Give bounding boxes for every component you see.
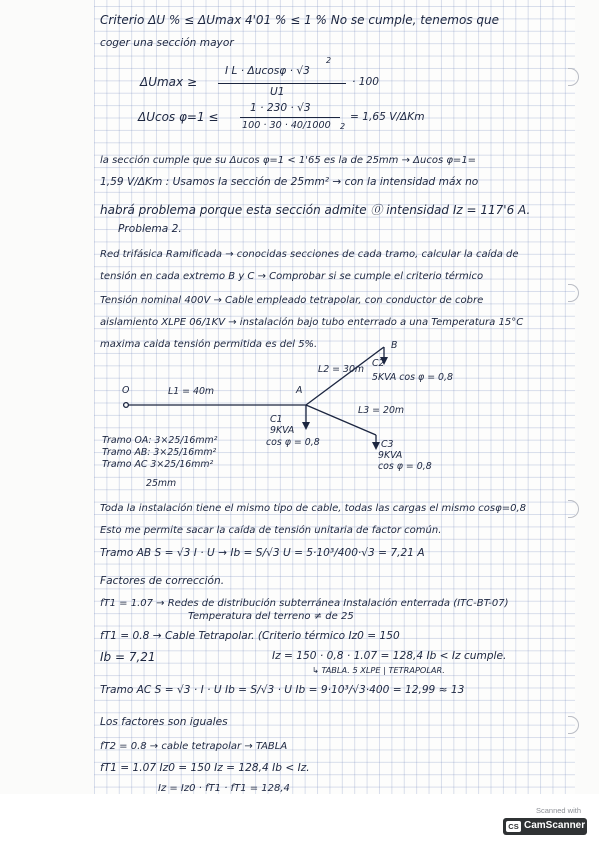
text-line: Iz = Iz0 · fT1 · fT1 = 128,4 (158, 783, 290, 794)
arrow-down-icon (302, 422, 310, 430)
table-note: ↳ TABLA. 5 XLPE | TETRAPOLAR. (312, 665, 445, 675)
text-line: Temperatura del terreno ≠ de 25 (188, 611, 354, 622)
text-line: fT1 = 0.8 → Cable Tetrapolar. (Criterio térmico Iz0 = 150 (100, 630, 400, 642)
text-line: fT1 = 1.07 → Redes de distribución subterránea Instalación enterrada (ITC-BT-07) (100, 598, 509, 609)
equation-suffix: · 100 (352, 76, 379, 88)
equation-denominator: 100 · 30 · 40/1000 (242, 120, 331, 131)
equation-numerator: I L · Δucosφ · √3 (225, 65, 310, 77)
text-line: coger una sección mayor (100, 37, 234, 49)
equation-denominator: U1 (270, 86, 285, 98)
tramo-ab-label: Tramo AB: 3×25/16mm² (102, 447, 217, 458)
load-c-name: C3 (381, 439, 394, 450)
text-line: Red trifásica Ramificada → conocidas secciones de cada tramo, calcular la caída de (100, 249, 519, 260)
load-a-cos: cos φ = 0,8 (266, 437, 320, 448)
text-line: habrá problema porque esta sección admite ⓪ intensidad Iz = 117'6 A. (100, 203, 531, 217)
text-line: Ib = 7,21 (100, 650, 156, 664)
watermark-caption: Scanned with (535, 806, 581, 815)
equation-result: = 1,65 V/ΔKm (350, 111, 425, 123)
node-o-label: O (122, 385, 130, 396)
fraction-bar (240, 117, 340, 118)
node-o-icon (124, 403, 129, 408)
problem-heading: Problema 2. (118, 223, 182, 235)
length-oa-label: L1 = 40m (168, 386, 215, 397)
tramo-ac-label: Tramo AC 3×25/16mm² (102, 459, 214, 470)
text-line: 1,59 V/ΔKm : Usamos la sección de 25mm² → con la intensidad máx no (100, 176, 479, 188)
text-line: Tensión nominal 400V → Cable empleado tetrapolar, con conductor de cobre (100, 295, 484, 306)
text-line: Los factores son iguales (100, 716, 228, 728)
text-line: tensión en cada extremo B y C → Comprobar si se cumple el criterio térmico (100, 271, 484, 282)
text-line: Criterio ΔU % ≤ ΔUmax 4'01 % ≤ 1 % No se cumple, tenemos que (100, 13, 499, 27)
text-line: Iz = 150 · 0,8 · 1.07 = 128,4 Ib < Iz cumple. (272, 650, 507, 662)
tramo-oa-label: Tramo OA: 3×25/16mm² (102, 435, 218, 446)
equation-exponent: 2 (340, 122, 346, 131)
equation-label: ΔUcos φ=1 ≤ (138, 110, 219, 124)
arrow-down-icon (372, 442, 380, 450)
length-ab-label: L2 = 30m (318, 364, 365, 375)
text-line: aislamiento XLPE 06/1KV → instalación bajo tubo enterrado a una Temperatura 15°C (100, 317, 524, 328)
load-b-name: C2 (372, 358, 385, 369)
text-line: Esto me permite sacar la caída de tensión unitaria de factor común. (100, 525, 442, 536)
length-ac-label: L3 = 20m (358, 405, 405, 416)
camscanner-watermark (505, 806, 587, 838)
section-heading: Factores de corrección. (100, 575, 225, 587)
watermark-badge (503, 818, 587, 835)
camscanner-logo-icon: CS (506, 821, 521, 832)
text-line: fT1 = 1.07 Iz0 = 150 Iz = 128,4 Ib < Iz. (100, 762, 310, 774)
equation-label: ΔUmax ≥ (140, 75, 198, 89)
text-line: fT2 = 0.8 → cable tetrapolar → TABLA (100, 741, 288, 752)
load-b-label: 5KVA cos φ = 0,8 (372, 372, 453, 383)
text-line: Tramo AB S = √3 I · U → Ib = S/√3 U = 5·10³/400·√3 = 7,21 A (100, 547, 425, 559)
text-line: la sección cumple que su Δucos φ=1 < 1'65 es la de 25mm → Δucos φ=1= (100, 155, 477, 166)
node-b-label: B (391, 340, 398, 351)
text-line: Tramo AC S = √3 · I · U Ib = S/√3 · U Ib = 9·10³/√3·400 = 12,99 ≈ 13 (100, 684, 465, 696)
text-line: Toda la instalación tiene el mismo tipo de cable, todas las cargas el mismo cosφ=0,8 (100, 503, 526, 514)
load-c-kva: 9KVA (378, 450, 403, 461)
watermark-name: CamScanner (524, 820, 586, 831)
load-c-cos: cos φ = 0,8 (378, 461, 432, 472)
load-a-name: C1 (270, 414, 283, 425)
page-left-margin (0, 0, 94, 848)
node-a-label: A (296, 385, 303, 396)
page-right-margin (575, 0, 599, 848)
load-a-kva: 9KVA (270, 425, 295, 436)
equation-numerator: 1 · 230 · √3 (250, 102, 311, 114)
fraction-bar (218, 83, 346, 84)
tramo-25-label: 25mm (146, 478, 177, 489)
equation-exponent: 2 (326, 56, 332, 65)
text-line: maxima caida tensión permitida es del 5%. (100, 339, 318, 350)
